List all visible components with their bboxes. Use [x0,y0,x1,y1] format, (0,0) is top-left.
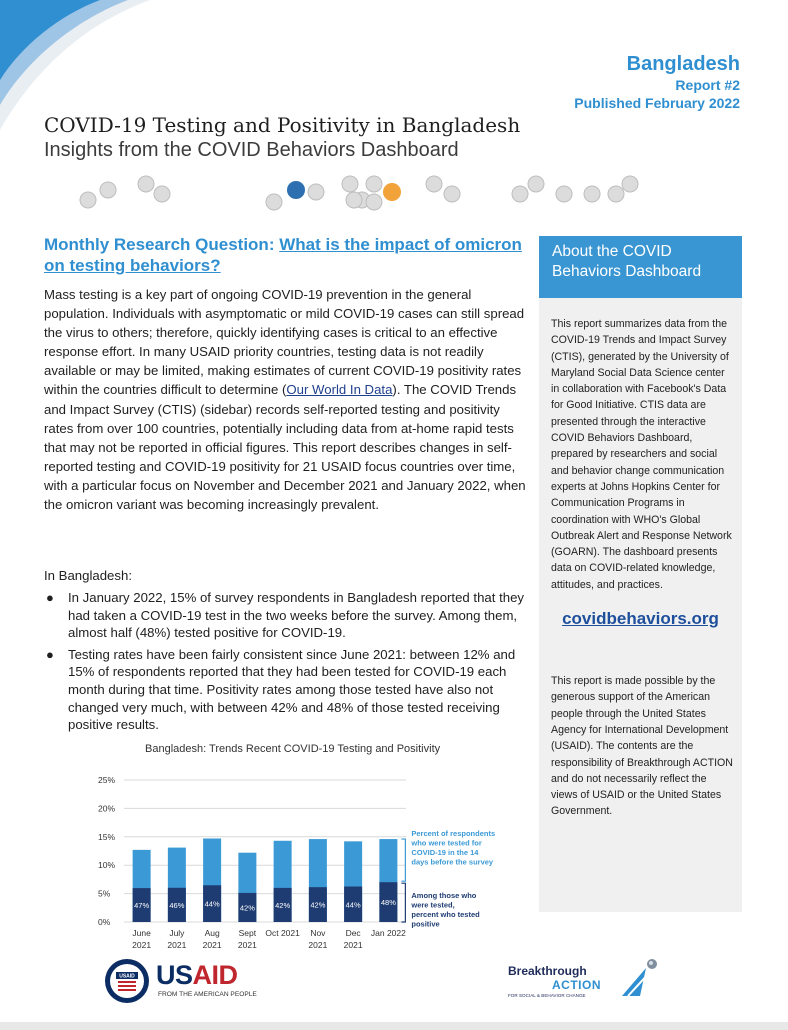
positive-annotation: were tested, [411,900,455,910]
x-tick-label: Dec [345,928,361,938]
tested-annotation: Percent of respondents [411,829,496,838]
x-tick-label: 2021 [202,940,222,950]
positive-data-label: 42% [239,903,255,913]
decorative-dot-network [78,172,658,214]
positive-data-label: 42% [275,900,291,910]
question-label: Monthly Research Question: [44,235,280,254]
x-tick-label: Oct 2021 [265,928,300,938]
question-text: What is the impact of omicron on testing behaviors? [44,235,522,275]
country-name: Bangladesh [626,53,740,75]
tested-bracket [401,839,405,881]
positive-data-label: 44% [204,899,220,909]
x-tick-label: 2021 [167,940,187,950]
x-tick-label: June [132,928,151,938]
intro-text-2: ). The COVID Trends and Impact Survey (CTIS) (sidebar) records self-reported testing and positivity rates from over 100 countries, potentially including data from at-home rapid tests that may not be reported in official figures. This report describes changes in self-reported testing and COVID-19 positivity for 21 USAID focus countries over time, with a particular focus on November and December 2021 and January 2022, when the omicron variant was becoming increasingly prevalent. [44,382,526,513]
bullet-icon: ● [46,590,54,605]
usaid-logo [104,958,274,1004]
positive-annotation: positive [411,919,440,929]
y-tick-label: 15% [98,831,116,842]
bta-action: ACTION [552,978,601,992]
in-country-label: In Bangladesh: [44,568,132,583]
x-tick-label: 2021 [132,940,152,950]
usaid-tagline: FROM THE AMERICAN PEOPLE [158,991,257,998]
x-tick-label: Sept [238,928,257,938]
covidbehaviors-link[interactable]: covidbehaviors.org [562,609,719,629]
list-item [44,646,528,734]
positive-annotation: percent who tested [411,910,480,919]
report-number: Report #2 [675,77,740,93]
x-tick-label: 2021 [237,940,257,950]
usaid-wordmark [156,960,238,991]
breakthrough-action-logo [508,958,658,1004]
bullet-icon: ● [46,646,54,662]
report-header-info [574,52,740,112]
x-tick-label: 2021 [308,940,328,950]
x-tick-label: Jan 2022 [370,928,406,938]
chart-title: Bangladesh: Trends Recent COVID-19 Testing and Positivity [145,743,441,755]
seal-text: USAID [119,973,135,980]
bta-tagline: FOR SOCIAL & BEHAVIOR CHANGE [508,993,586,998]
y-tick-label: 25% [98,775,116,785]
tested-annotation: COVID-19 in the 14 [411,848,479,857]
document-title: COVID-19 Testing and Positivity in Bangladesh [44,113,521,137]
positive-data-label: 44% [345,900,361,910]
y-tick-label: 20% [98,803,116,814]
x-tick-label: July [169,928,185,938]
positive-annotation: Among those who [411,891,477,900]
positive-data-label: 42% [310,900,326,910]
sidebar-text: This report summarizes data from the COVID-19 Trends and Impact Survey (CTIS), generated by the University of Maryland Social Data Science center in collaboration with Facebook's Data for Good Initiative. CTIS data are presented through the interactive COVID Behaviors Dashboard, prepared by researchers and social and behavior change communication experts at Johns Hopkins Center for Communication Programs in coordination with WHO's Global Outbreak Alert and Response Network (GOARN). The dashboard presents data on COVID-related knowledge, attitudes, and practices. [551,318,732,591]
usaid-word-aid: AID [192,960,238,990]
usaid-word-us: US [156,960,193,990]
tested-annotation: who were tested for [411,838,482,848]
positive-data-label: 47% [134,901,150,911]
about-sidebar [539,236,742,912]
bullet-text: In January 2022, 15% of survey respondents in Bangladesh reported that they had taken a COVID-19 test in the two weeks before the survey. Among them, almost half (48%) tested positive for COVID-19. [68,590,524,641]
positive-data-label: 46% [169,900,185,910]
publish-date: Published February 2022 [574,95,740,111]
x-tick-label: 2021 [343,940,363,950]
sidebar-heading: About the COVID Behaviors Dashboard [539,236,742,298]
y-tick-label: 10% [98,860,116,871]
positive-bracket [401,883,405,922]
x-tick-label: Aug [204,928,220,938]
research-question-heading [44,234,524,276]
footer-bar [0,1022,788,1030]
document-subtitle: Insights from the COVID Behaviors Dashboard [44,139,459,161]
y-tick-label: 0% [98,917,111,927]
y-tick-label: 5% [98,888,111,899]
intro-text-1: Mass testing is a key part of ongoing COVID-19 prevention in the general population. Individuals with asymptomatic or mild COVID-19 cases can still spread the virus to others; therefore, quickly identifying cases is critical to an effective response effort. In many USAID priority countries, testing data is not readily available or may be limited, making estimates of current COVID-19 positivity rates within the countries difficult to determine ( [44,287,525,398]
sidebar-disclaimer: This report is made possible by the generous support of the American people through the United States Agency for International Development (USAID). The contents are the responsibility of Breakthrough ACTION and do not necessarily reflect the views of USAID or the United States Government. [551,675,733,818]
usaid-seal-icon [104,958,150,1004]
bta-name: Breakthrough [508,964,587,978]
bta-mark-icon [620,958,660,998]
tested-annotation: days before the survey [411,857,494,867]
list-item [44,589,528,642]
intro-paragraph [44,285,528,514]
testing-positivity-chart [88,766,518,956]
our-world-in-data-link[interactable]: Our World In Data [286,382,393,398]
bullet-text: Testing rates have been fairly consistent since June 2021: between 12% and 15% of respondents reported that they had been tested for COVID-19 each month during that time. Positivity rates among those tested have also not changed very much, with between 42% and 48% of those tested receiving positive results. [68,646,516,733]
x-tick-label: Nov [310,928,326,938]
positive-data-label: 48% [380,898,396,908]
findings-list [44,589,528,738]
